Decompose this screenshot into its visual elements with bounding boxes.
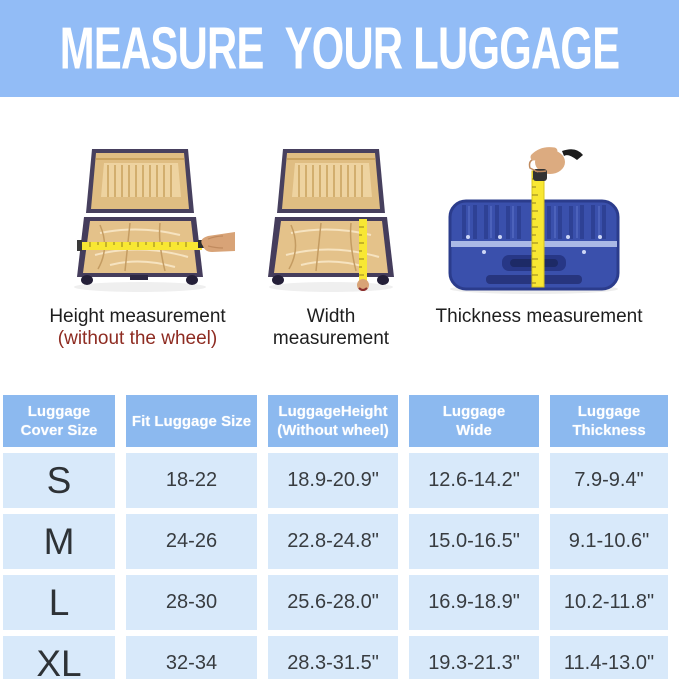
row-s-size: S xyxy=(3,453,115,508)
row-m-wide: 15.0-16.5" xyxy=(409,514,539,569)
row-m-fit: 24-26 xyxy=(126,514,257,569)
row-xl-size: XL xyxy=(3,636,115,679)
row-l-height: 25.6-28.0" xyxy=(268,575,398,630)
header-fit-luggage-size: Fit Luggage Size xyxy=(126,395,257,447)
figure-caption: Width measurement xyxy=(272,306,390,350)
size-chart-table xyxy=(3,395,670,679)
row-xl-fit: 32-34 xyxy=(126,636,257,679)
row-xl-height: 28.3-31.5" xyxy=(268,636,398,679)
header-luggage-cover-size: Luggage Cover Size xyxy=(3,395,115,447)
row-l-wide: 16.9-18.9" xyxy=(409,575,539,630)
row-s-height: 18.9-20.9" xyxy=(268,453,398,508)
row-s-thickness: 7.9-9.4" xyxy=(550,453,668,508)
row-l-size: L xyxy=(3,575,115,630)
header-luggage-thickness: Luggage Thickness xyxy=(550,395,668,447)
row-xl-wide: 19.3-21.3" xyxy=(409,636,539,679)
row-xl-thickness: 11.4-13.0" xyxy=(550,636,668,679)
width-measurement-figure xyxy=(247,143,415,350)
row-m-size: M xyxy=(3,514,115,569)
banner xyxy=(0,0,679,97)
header-luggage-wide: Luggage Wide xyxy=(409,395,539,447)
row-s-fit: 18-22 xyxy=(126,453,257,508)
figure-caption: Height measurement xyxy=(49,306,226,327)
page-title: MEASURE YOUR LUGGAGE xyxy=(59,15,620,82)
row-m-height: 22.8-24.8" xyxy=(268,514,398,569)
row-s-wide: 12.6-14.2" xyxy=(409,453,539,508)
thickness-measurement-figure xyxy=(433,143,645,328)
closed-suitcase-vertical-tape-icon xyxy=(434,143,644,295)
row-m-thickness: 9.1-10.6" xyxy=(550,514,668,569)
open-suitcase-horizontal-tape-icon xyxy=(40,143,235,295)
figure-caption: Thickness measurement xyxy=(435,306,643,327)
row-l-thickness: 10.2-11.8" xyxy=(550,575,668,630)
measurement-figures xyxy=(0,143,679,350)
figure-subcaption: (without the wheel) xyxy=(57,328,218,350)
header-luggage-height: LuggageHeight (Without wheel) xyxy=(268,395,398,447)
row-l-fit: 28-30 xyxy=(126,575,257,630)
height-measurement-figure xyxy=(40,143,235,350)
open-suitcase-vertical-tape-icon xyxy=(256,143,406,295)
